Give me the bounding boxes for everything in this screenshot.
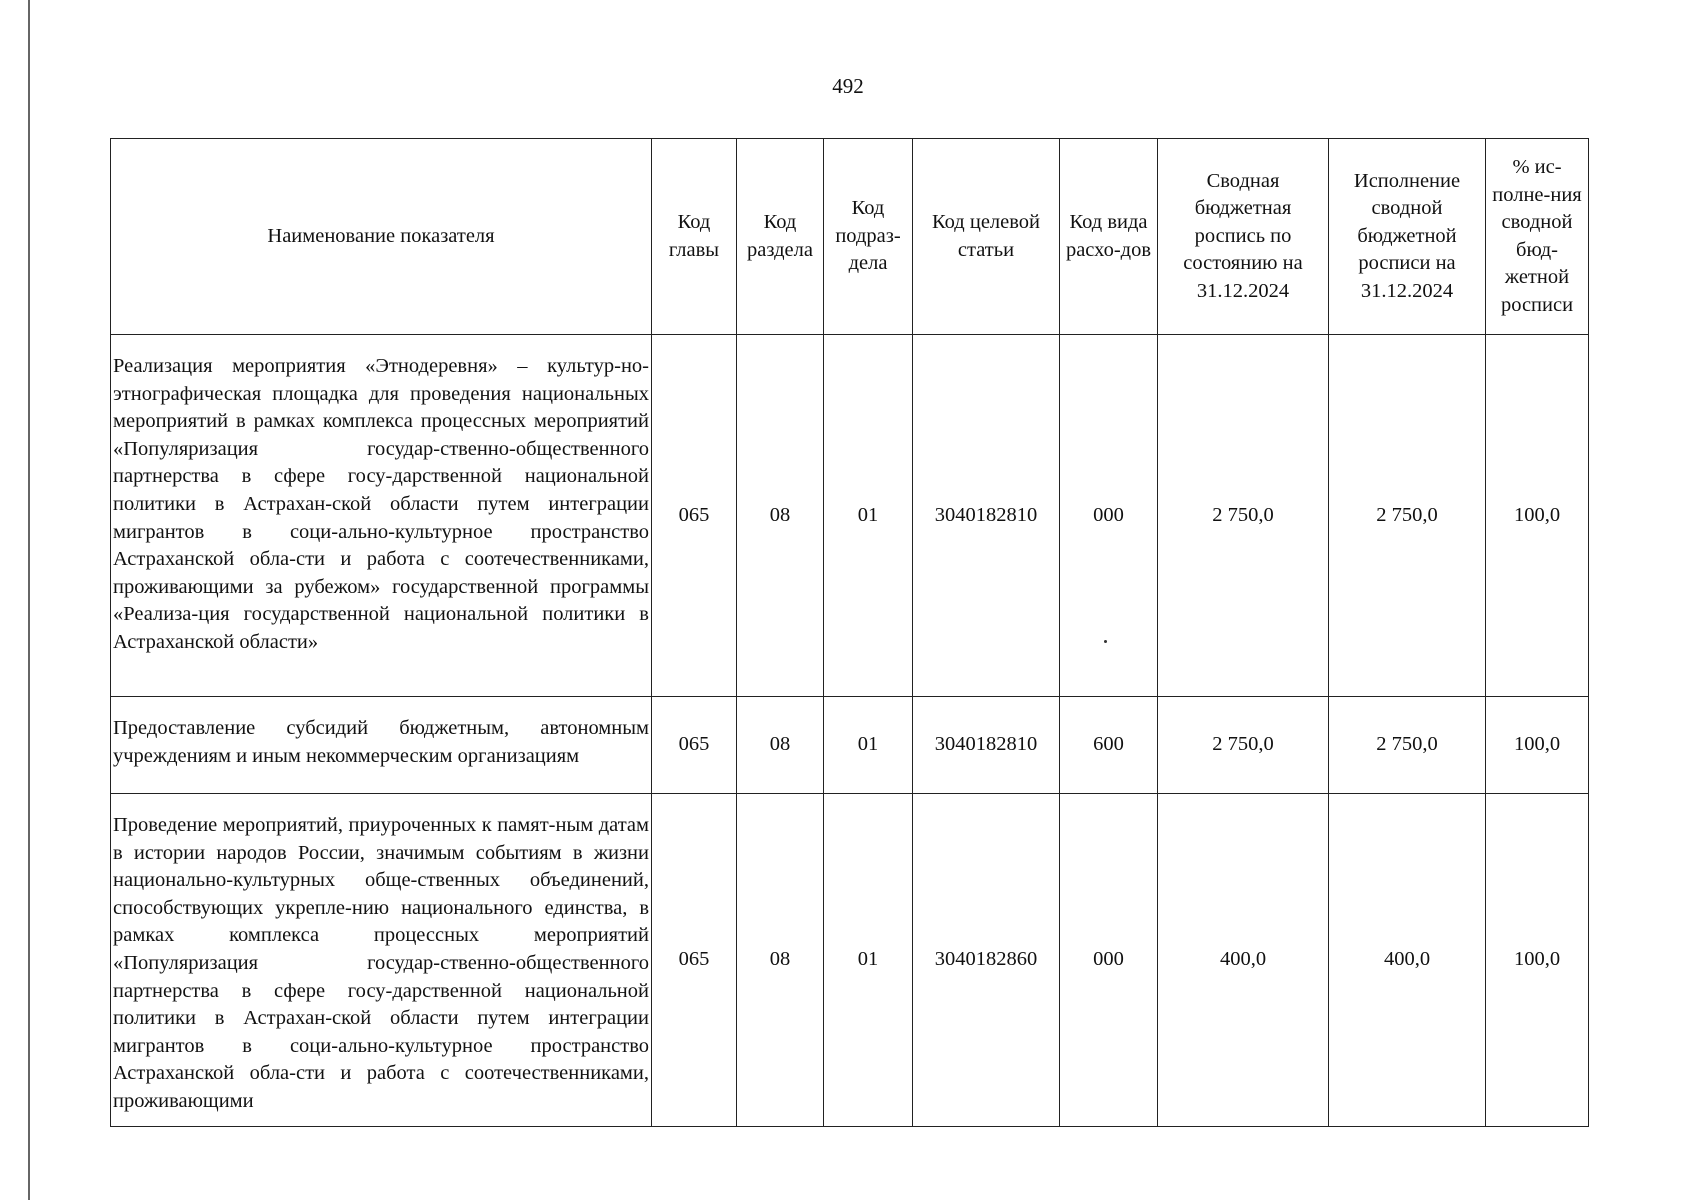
row-chapter-code: 065 [652,794,737,1127]
row-indicator-name: Проведение мероприятий, приуроченных к памят-ным датам в истории народов России, значимым событиям в жизни национально-культурных обще-ственных объединений, способствующих укрепле-нию национального единства, в рамках комплекса процессных мероприятий «Популяризация государ-ственно-общественного партнерства в сфере госу-дарственной национальной политики в Астрахан-ской области путем интеграции мигрантов в соци-ально-культурное пространство Астраханской обла-сти и работа с соотечественниками, проживающими [111,794,652,1127]
row-execution-value: 2 750,0 [1329,335,1486,697]
budget-execution-table [110,138,1589,1127]
scan-speck [1104,640,1107,643]
row-expense-type-code: 000 [1060,794,1158,1127]
row-execution-value: 400,0 [1329,794,1486,1127]
row-percent-value: 100,0 [1486,697,1589,794]
row-target-article-code: 3040182810 [913,335,1060,697]
table-row [111,794,1589,1127]
header-budget-execution: Исполнение сводной бюджетной росписи на 31.12.2024 [1329,139,1486,335]
row-section-code: 08 [737,697,824,794]
row-budget-value: 2 750,0 [1158,697,1329,794]
header-subsection-code: Код подраз-дела [824,139,913,335]
table-row [111,335,1589,697]
header-indicator-name: Наименование показателя [111,139,652,335]
row-subsection-code: 01 [824,697,913,794]
header-expense-type-code: Код вида расхо-дов [1060,139,1158,335]
row-percent-value: 100,0 [1486,335,1589,697]
row-chapter-code: 065 [652,697,737,794]
row-chapter-code: 065 [652,335,737,697]
row-indicator-name: Предоставление субсидий бюджетным, автономным учреждениям и иным некоммерческим организациям [111,697,652,794]
row-target-article-code: 3040182810 [913,697,1060,794]
header-target-article-code: Код целевой статьи [913,139,1060,335]
row-budget-value: 2 750,0 [1158,335,1329,697]
row-percent-value: 100,0 [1486,794,1589,1127]
page-number: 492 [832,74,864,98]
header-execution-percent: % ис-полне-ния сводной бюд-жетной росписи [1486,139,1589,335]
table-row [111,697,1589,794]
row-section-code: 08 [737,335,824,697]
header-section-code: Код раздела [737,139,824,335]
row-section-code: 08 [737,794,824,1127]
header-chapter-code: Код главы [652,139,737,335]
row-execution-value: 2 750,0 [1329,697,1486,794]
table-header-row [111,139,1589,335]
row-subsection-code: 01 [824,794,913,1127]
row-indicator-name: Реализация мероприятия «Этнодеревня» – культур-но-этнографическая площадка для проведения национальных мероприятий в рамках комплекса процессных мероприятий «Популяризация государ-ственно-общественного партнерства в сфере госу-дарственной национальной политики в Астрахан-ской области путем интеграции мигрантов в соци-ально-культурное пространство Астраханской обла-сти и работа с соотечественниками, проживающими за рубежом» государственной программы «Реализа-ция государственной национальной политики в Астраханской области» [111,335,652,697]
row-expense-type-code: 600 [1060,697,1158,794]
row-expense-type-code: 000 [1060,335,1158,697]
row-subsection-code: 01 [824,335,913,697]
scan-left-edge [28,0,30,1200]
row-target-article-code: 3040182860 [913,794,1060,1127]
header-budget-schedule: Сводная бюджетная роспись по состоянию на 31.12.2024 [1158,139,1329,335]
row-budget-value: 400,0 [1158,794,1329,1127]
